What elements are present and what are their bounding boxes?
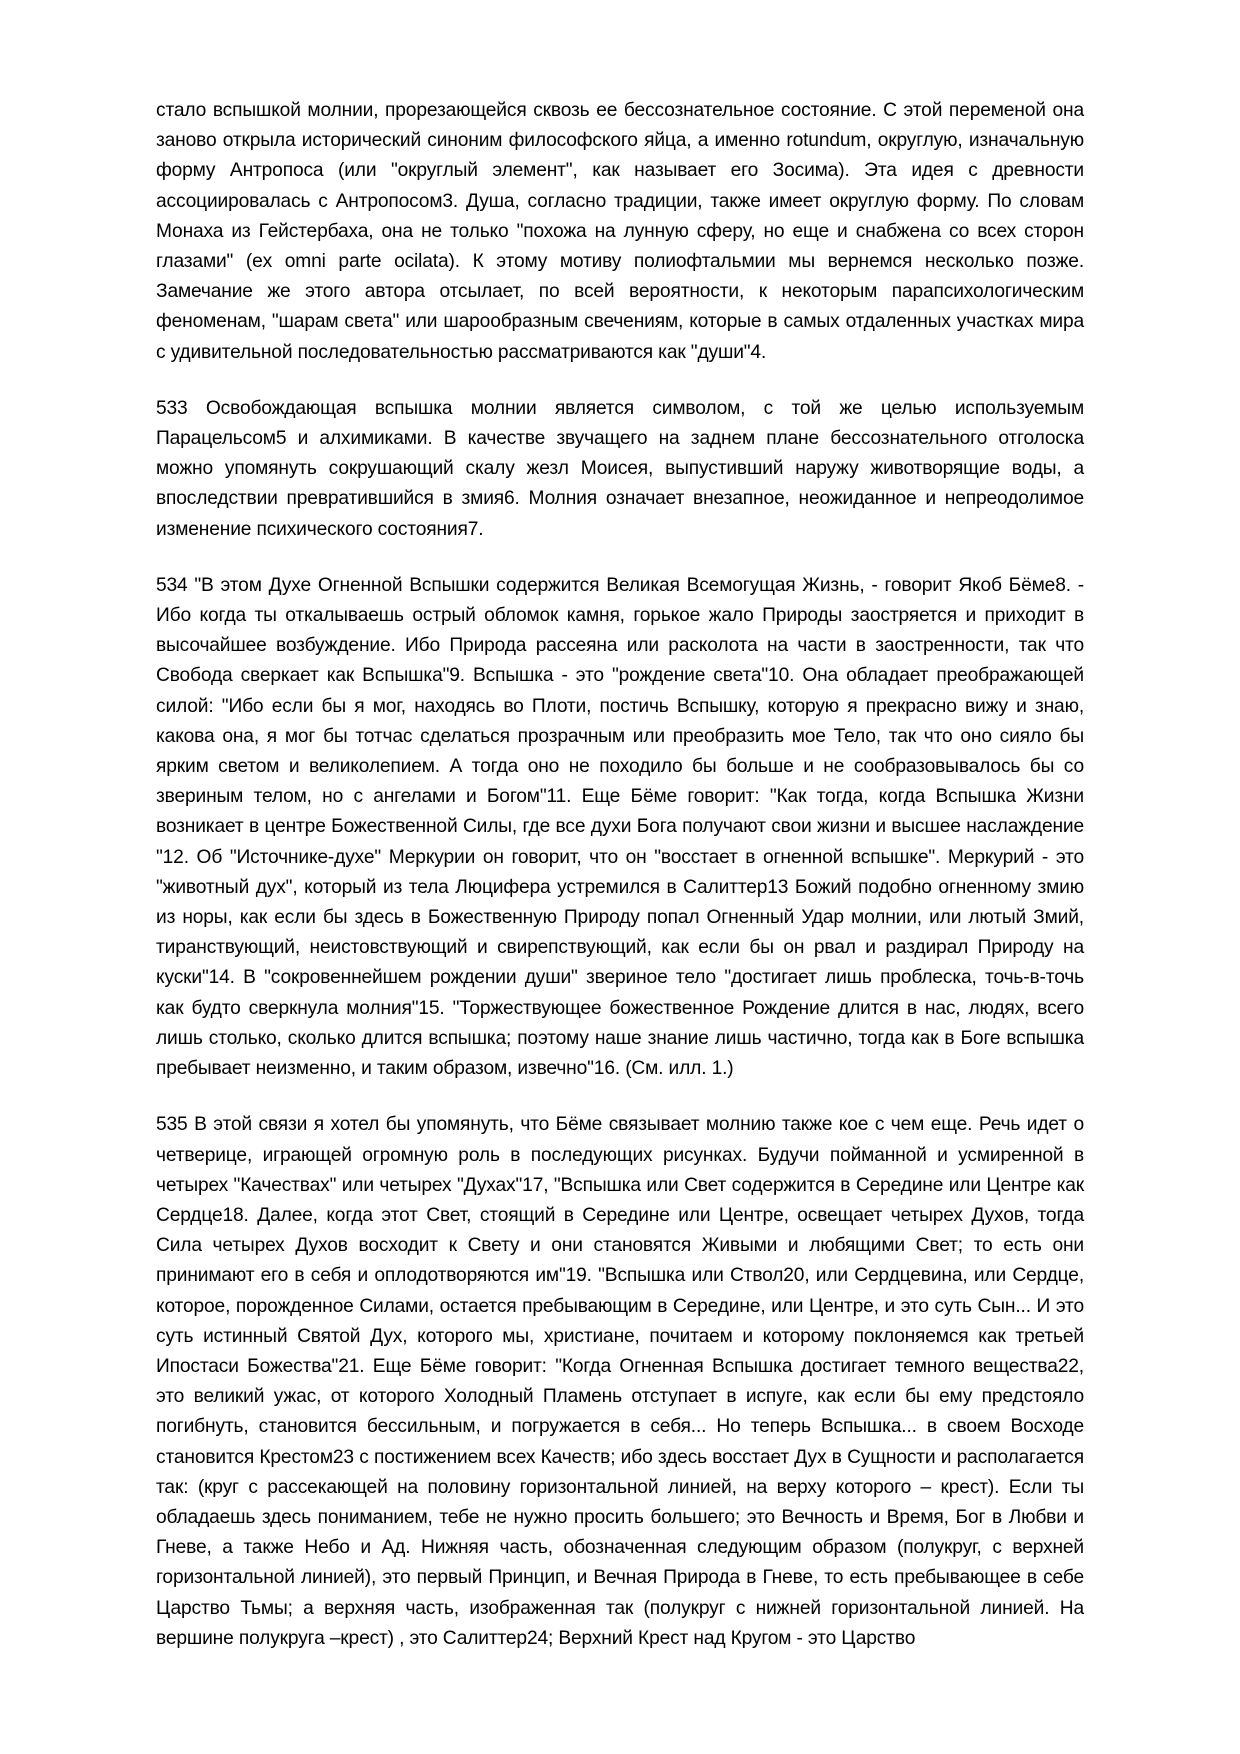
- paragraph-continued: стало вспышкой молнии, прорезающейся сквозь ее бессознательное состояние. С этой переменой она заново открыла исторический синоним философского яйца, а именно rotundum, округлую, изначальную форму Антропоса (или "округлый элемент", как называет его Зосима). Эта идея с древности ассоциировалась с Антропосом3. Душа, согласно традиции, также имеет округлую форму. По словам Монаха из Гейстербаха, она не только "похожа на лунную сферу, но еще и снабжена со всех сторон глазами" (ex omni parte ocilata). К этому мотиву полиофтальмии мы вернемся несколько позже. Замечание же этого автора отсылает, по всей вероятности, к некоторым парапсихологическим феноменам, "шарам света" или шарообразным свечениям, которые в самых отдаленных участках мира с удивительной последовательностью рассматриваются как "души"4.: [156, 100, 1084, 363]
- paragraph-533: 533 Освобождающая вспышка молнии является символом, с той же целью используемым Парацельсом5 и алхимиками. В качестве звучащего на заднем плане бессознательного отголоска можно упомянуть сокрушающий скалу жезл Моисея, выпустивший наружу животворящие воды, а впоследствии превратившийся в змия6. Молния означает внезапное, неожиданное и непреодолимое изменение психического состояния7.: [156, 397, 1084, 540]
- body-text-column: [156, 96, 1084, 1654]
- paragraph-534: 534 "В этом Духе Огненной Вспышки содержится Великая Всемогущая Жизнь, - говорит Якоб Бёме8. - Ибо когда ты откалываешь острый обломок камня, горькое жало Природы заостряется и приходит в высочайшее возбуждение. Ибо Природа рассеяна или расколота на части в заостренности, так что Свобода сверкает как Вспышка"9. Вспышка - это "рождение света"10. Она обладает преображающей силой: "Ибо если бы я мог, находясь во Плоти, постичь Вспышку, которую я прекрасно вижу и знаю, какова она, я мог бы тотчас сделаться прозрачным или преобразить мое Тело, так что оно сияло бы ярким светом и великолепием. А тогда оно не походило бы больше и не сообразовывалось бы со звериным телом, но с ангелами и Богом"11. Еще Бёме говорит: "Как тогда, когда Вспышка Жизни возникает в центре Божественной Силы, где все духи Бога получают свои жизни и высшее наслаждение "12. Об "Источнике-духе" Меркурии он говорит, что он "восстает в огненной вспышке". Меркурий - это "животный дух", который из тела Люцифера устремился в Салиттер13 Божий подобно огненному змию из норы, как если бы здесь в Божественную Природу попал Огненный Удар молнии, или лютый Змий, тиранствующий, неистовствующий и свирепствующий, как если бы он рвал и раздирал Природу на куски"14. В "сокровеннейшем рождении души" звериное тело "достигает лишь проблеска, точь-в-точь как будто сверкнула молния"15. "Торжествующее божественное Рождение длится в нас, людях, всего лишь столько, сколько длится вспышка; поэтому наше знание лишь частично, тогда как в Боге вспышка пребывает неизменно, и таким образом, извечно"16. (См. илл. 1.): [156, 574, 1084, 1080]
- paragraph-535: 535 В этой связи я хотел бы упомянуть, что Бёме связывает молнию также кое с чем еще. Речь идет о четверице, играющей огромную роль в последующих рисунках. Будучи пойманной и усмиренной в четырех "Качествах" или четырех "Духах"17, "Вспышка или Свет содержится в Середине или Центре как Сердце18. Далее, когда этот Свет, стоящий в Середине или Центре, освещает четырех Духов, тогда Сила четырех Духов восходит к Свету и они становятся Живыми и любящими Свет; то есть они принимают его в себя и оплодотворяются им"19. "Вспышка или Ствол20, или Сердцевина, или Сердце, которое, порожденное Силами, остается пребывающим в Середине, или Центре, и это суть Сын... И это суть истинный Святой Дух, которого мы, христиане, почитаем и которому поклоняемся как третьей Ипостаси Божества"21. Еще Бёме говорит: "Когда Огненная Вспышка достигает темного вещества22, это великий ужас, от которого Холодный Пламень отступает в испуге, как если бы ему предстояло погибнуть, становится бессильным, и погружается в себя... Но теперь Вспышка... в своем Восходе становится Крестом23 с постижением всех Качеств; ибо здесь восстает Дух в Сущности и располагается так: (круг с рассекающей на половину горизонтальной линией, на верху которого – крест). Если ты обладаешь здесь пониманием, тебе не нужно просить большего; это Вечность и Время, Бог в Любви и Гневе, а также Небо и Ад. Нижняя часть, обозначенная следующим образом (полукруг, с верхней горизонтальной линией), это первый Принцип, и Вечная Природа в Гневе, то есть пребывающее в себе Царство Тьмы; а верхняя часть, изображенная так (полукруг с нижней горизонтальной линией. На вершине полукруга –крест) , это Салиттер24; Верхний Крест над Кругом - это Царство: [156, 1114, 1084, 1649]
